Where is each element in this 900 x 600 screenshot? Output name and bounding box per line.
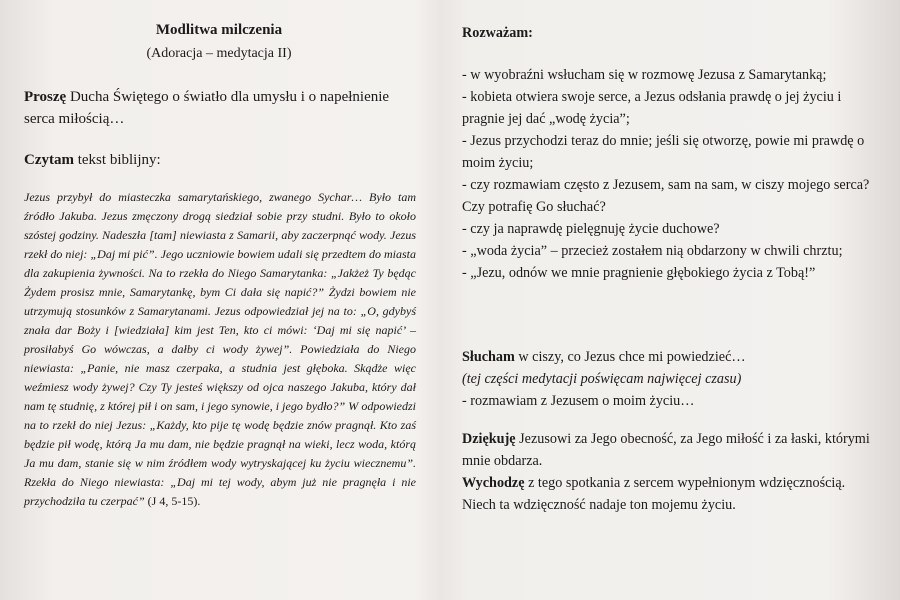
czytam-text: tekst biblijny:: [73, 152, 161, 168]
slucham-item: - rozmawiam z Jezusem o moim życiu…: [462, 393, 695, 409]
list-item: - w wyobraźni wsłucham się w rozmowę Jezusa z Samarytanką;: [462, 67, 827, 83]
closing-line: Niech ta wdzięczność nadaje ton mojemu życiu.: [462, 497, 736, 513]
list-item: - „Jezu, odnów we mnie pragnienie głębokiego życia z Tobą!”: [462, 265, 816, 281]
page-title: Modlitwa milczenia: [155, 22, 283, 38]
wychodze-text: z tego spotkania z sercem wypełnionym wdzięcznością.: [524, 475, 846, 491]
wychodze-paragraph: [462, 472, 872, 494]
dziekuje-label: Dziękuję: [462, 431, 516, 447]
slucham-label: Słucham: [462, 349, 515, 365]
slucham-section: [462, 346, 872, 412]
list-item: - kobieta otwiera swoje serce, a Jezus odsłania prawdę o jej życiu i pragnie jej dać „wodę życia”;: [462, 89, 842, 127]
rozwazam-heading: Rozważam:: [462, 25, 533, 41]
dziekuje-text: Jezusowi za Jego obecność, za Jego miłość i za łaski, którymi mnie obdarza.: [462, 431, 870, 469]
list-item: - „woda życia” – przecież zostałem nią obdarzony w chwili chrztu;: [462, 243, 843, 259]
bible-reference: (J 4, 5-15).: [144, 494, 201, 508]
slucham-note: (tej części medytacji poświęcam najwięcej czasu): [462, 371, 742, 387]
closing-section: [462, 428, 872, 516]
page-subtitle: (Adoracja – medytacja II): [146, 46, 292, 61]
list-item: - Jezus przychodzi teraz do mnie; jeśli się otworzę, powie mi prawdę o moim życiu;: [462, 133, 865, 171]
rozwazam-list: [462, 64, 872, 284]
bible-passage: [24, 188, 416, 511]
slucham-line: [462, 346, 872, 368]
prosze-label: Proszę: [24, 89, 67, 105]
prosze-paragraph: [24, 86, 404, 130]
prosze-text: Ducha Świętego o światło dla umysłu i o napełnienie serca miłością…: [24, 89, 390, 127]
wychodze-label: Wychodzę: [462, 475, 525, 491]
list-item: - czy rozmawiam często z Jezusem, sam na sam, w ciszy mojego serca? Czy potrafię Go słuchać?: [462, 177, 870, 215]
list-item: - czy ja naprawdę pielęgnuję życie duchowe?: [462, 221, 720, 237]
czytam-label: Czytam: [24, 152, 74, 168]
czytam-paragraph: [24, 149, 404, 171]
dziekuje-paragraph: [462, 428, 872, 472]
slucham-text: w ciszy, co Jezus chce mi powiedzieć…: [514, 349, 746, 365]
bible-text: Jezus przybył do miasteczka samarytańskiego, zwanego Sychar… Było tam źródło Jakuba. Jezus zmęczony drogą siedział sobie przy studni. Było to około szóstej godziny. Nadeszła [tam] niewiasta z Samarii, aby zaczerpnąć wody. Jezus rzekł do niej: „Daj mi pić”. Jego uczniowie bowiem udali się przedtem do miasta dla zakupienia żywności. Na to rzekła do Niego Samarytanka: „Jakżeż Ty będąc Żydem prosisz mnie, Samarytankę, bym Ci dała się napić?” Żydzi bowiem nie utrzymują stosunków z Samarytanami. Jezus odpowiedział jej na to: „O, gdybyś znała dar Boży i [wiedziała] kim jest Ten, kto ci mówi: ‘Daj mi się napić’ – prosiłabyś Go wówczas, a dałby ci wody żywej”. Powiedziała do Niego niewiasta: „Panie, nie masz czerpaka, a studnia jest głęboka. Skądże więc weźmiesz wody żywej? Czy Ty jesteś większy od ojca naszego Jakuba, który dał nam tę studnię, z której pił i on sam, i jego synowie, i jego bydło?” W odpowiedzi na to rzekł do niej Jezus: „Każdy, kto pije tę wodę będzie znów pragnął. Kto zaś będzie pił wodę, którą Ja mu dam, nie będzie pragnął na wieki, lecz woda, którą Ja mu dam, stanie się w nim źródłem wody wytryskającej ku życiu wiecznemu”. Rzekła do Niego niewiasta: „Daj mi tej wody, abym już nie pragnęła i nie przychodziła tu czerpać”: [24, 190, 416, 508]
